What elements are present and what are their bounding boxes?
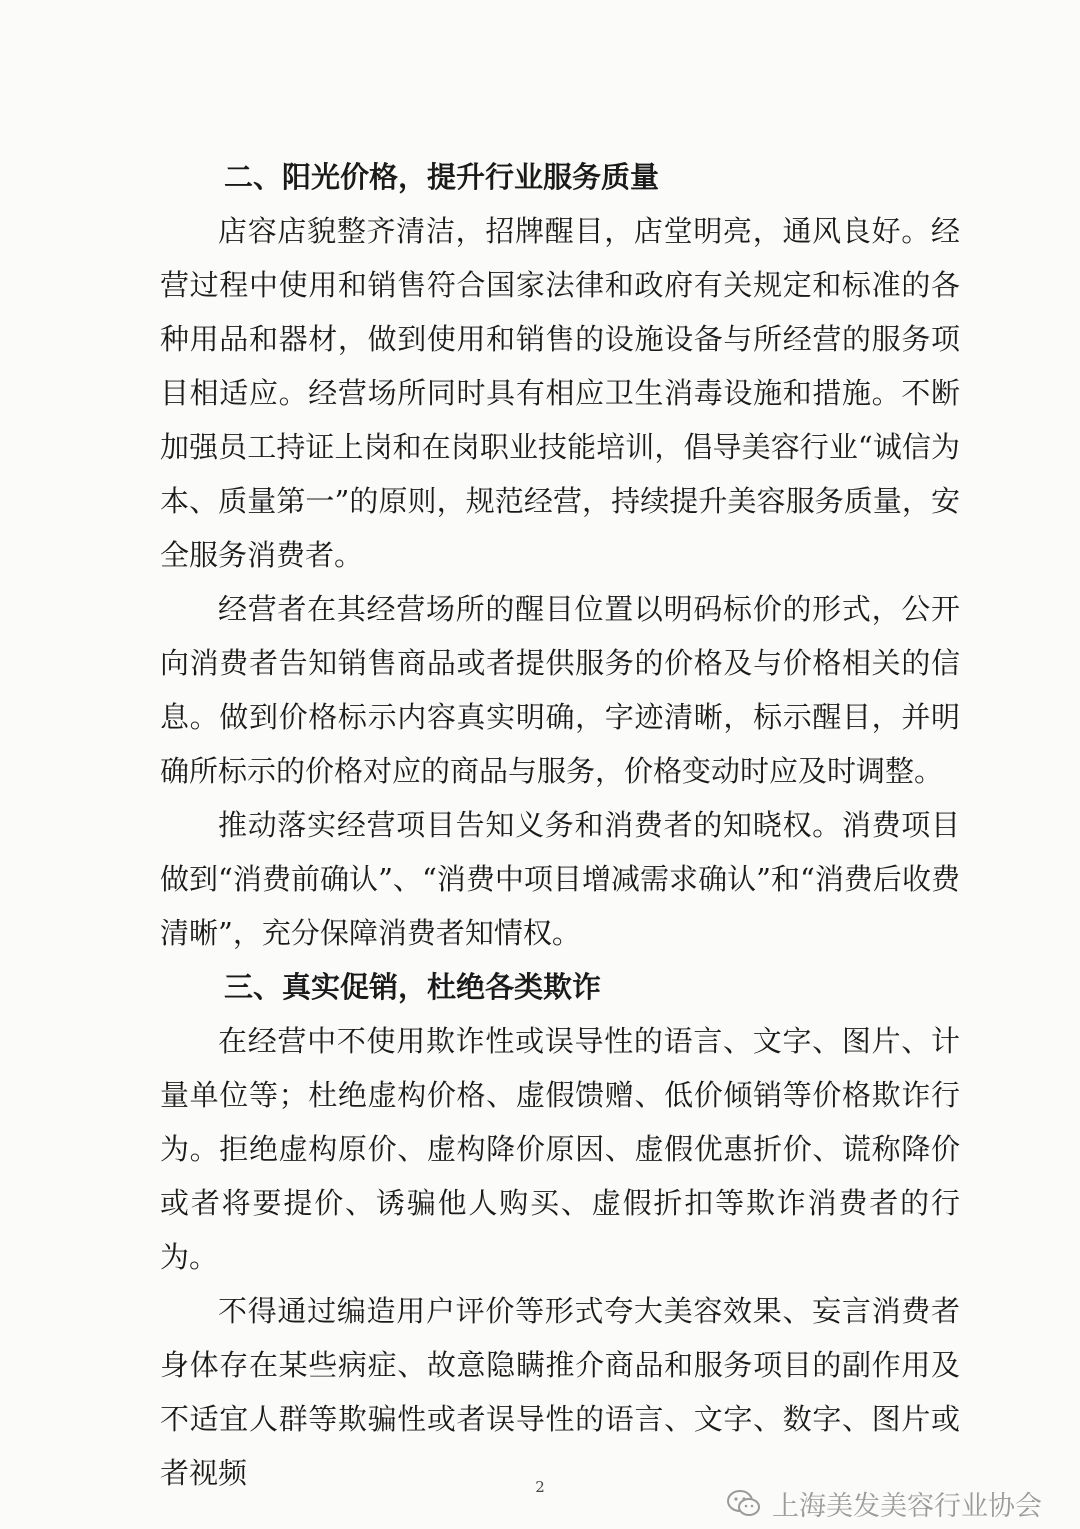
watermark-text: 上海美发美容行业协会 — [772, 1491, 1042, 1522]
paragraph: 经营者在其经营场所的醒目位置以明码标价的形式，公开向消费者告知销售商品或者提供服务的价格及与价格相关的信息。做到价格标示内容真实明确，字迹清晰，标示醒目，并明确所标示的价格对应的商品与服务，价格变动时应及时调整。 — [160, 592, 960, 788]
watermark — [726, 1484, 1042, 1523]
paragraph: 不得通过编造用户评价等形式夸大美容效果、妄言消费者身体存在某些病症、故意隐瞒推介商品和服务项目的副作用及不适宜人群等欺骗性或者误导性的语言、文字、数字、图片或者视频 — [160, 1294, 960, 1490]
section-heading-2: 二、阳光价格，提升行业服务质量 — [224, 160, 660, 194]
paragraph: 在经营中不使用欺诈性或误导性的语言、文字、图片、计量单位等；杜绝虚构价格、虚假馈赠、低价倾销等价格欺诈行为。拒绝虚构原价、虚构降价原因、虚假优惠折价、谎称降价或者将要提价、诱骗他人购买、虚假折扣等欺诈消费者的行为。 — [160, 1024, 960, 1274]
wechat-icon — [726, 1489, 762, 1519]
section-heading-3: 三、真实促销，杜绝各类欺诈 — [224, 970, 602, 1004]
paragraph: 推动落实经营项目告知义务和消费者的知晓权。消费项目做到“消费前确认”、“消费中项目增减需求确认”和“消费后收费清晰”，充分保障消费者知情权。 — [160, 808, 960, 950]
document-body — [160, 150, 960, 1500]
page-number: 2 — [535, 1478, 545, 1496]
paragraph: 店容店貌整齐清洁，招牌醒目，店堂明亮，通风良好。经营过程中使用和销售符合国家法律和政府有关规定和标准的各种用品和器材，做到使用和销售的设施设备与所经营的服务项目相适应。经营场所同时具有相应卫生消毒设施和措施。不断加强员工持证上岗和在岗职业技能培训，倡导美容行业“诚信为本、质量第一”的原则，规范经营，持续提升美容服务质量，安全服务消费者。 — [160, 214, 960, 572]
